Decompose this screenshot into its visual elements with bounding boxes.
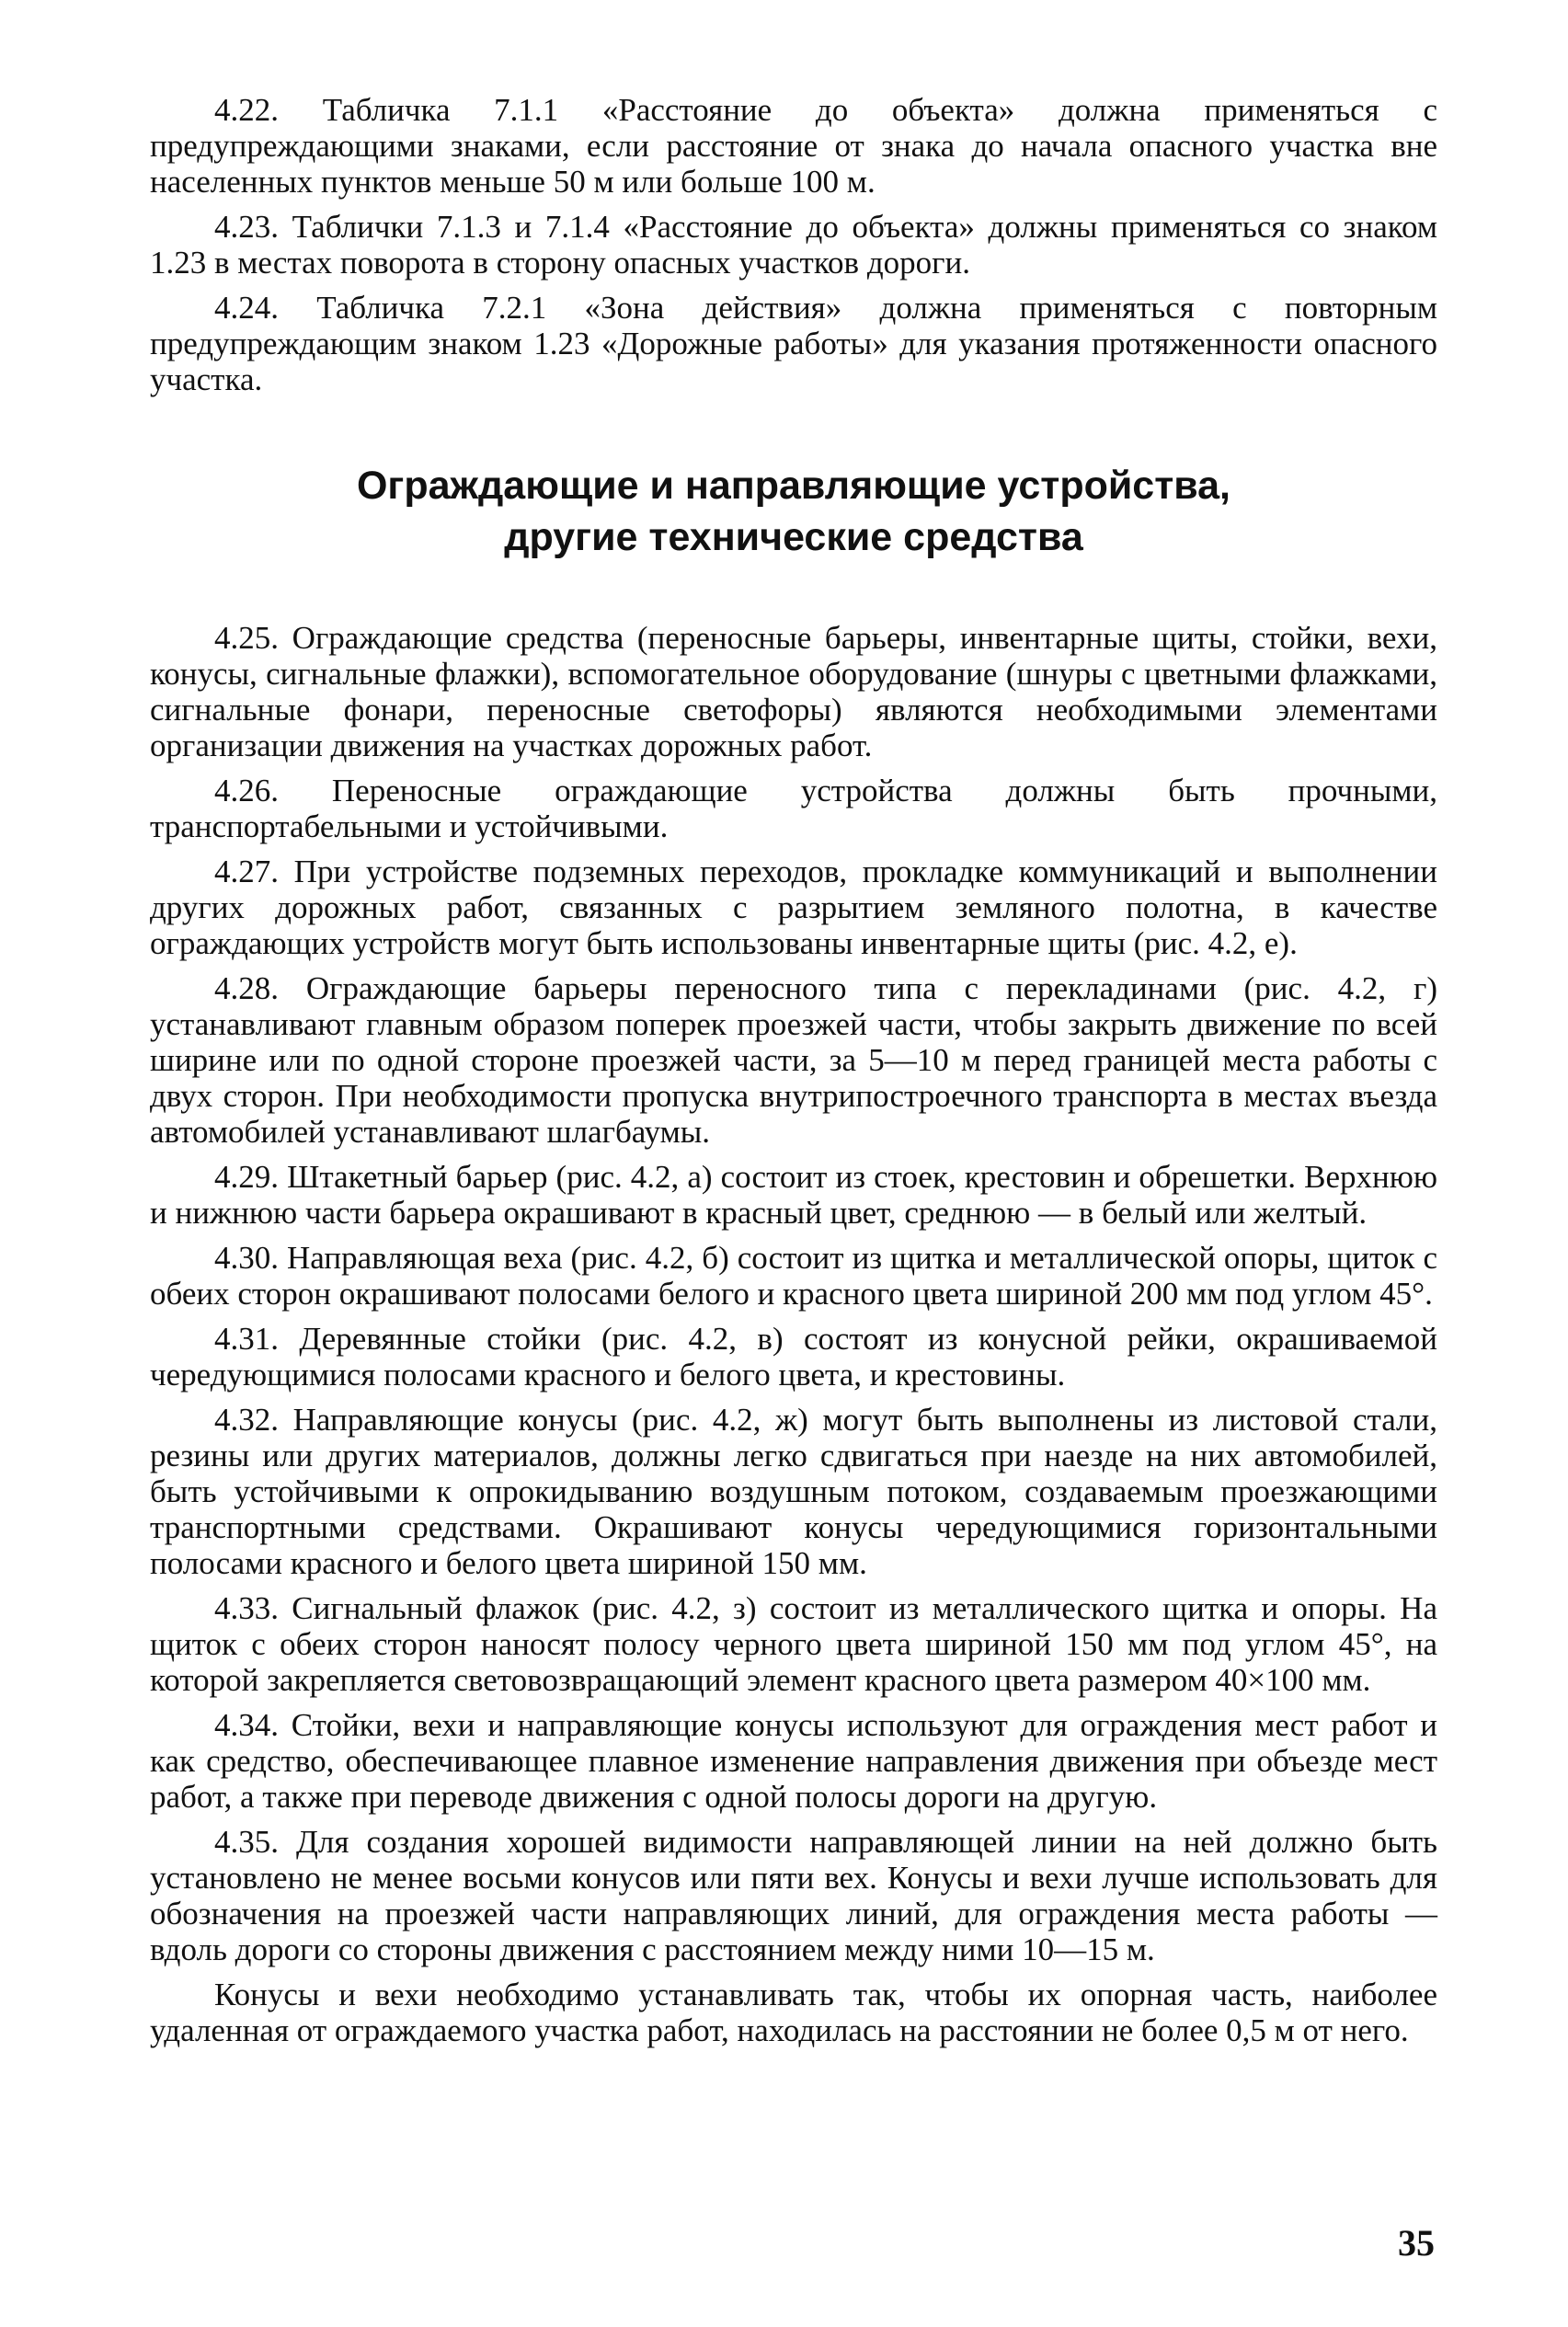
paragraph-cones-placement: Конусы и вехи необходимо устанавливать так, чтобы их опорная часть, наиболее удаленная от ограждаемого участка работ, находилась на расстоянии не более 0,5 м от него. xyxy=(150,1977,1437,2048)
paragraph-4-32: 4.32. Направляющие конусы (рис. 4.2, ж) могут быть выполнены из листовой стали, резины или других материалов, должны легко сдвигаться при наезде на них автомобилей, быть устойчивыми к опрокидыванию воздушным потоком, создаваемым проезжающими транспортными средствами. Окрашивают конусы чередующимися горизонтальными полосами красного и белого цвета шириной 150 мм. xyxy=(150,1402,1437,1581)
paragraph-4-34: 4.34. Стойки, вехи и направляющие конусы используют для ограждения мест работ и как средство, обеспечивающее плавное изменение направления движения при объезде мест работ, а также при переводе движения с одной полосы дороги на другую. xyxy=(150,1707,1437,1815)
paragraph-4-29: 4.29. Штакетный барьер (рис. 4.2, а) состоит из стоек, крестовин и обрешетки. Верхнюю и нижнюю части барьера окрашивают в красный цвет, среднюю — в белый или желтый. xyxy=(150,1159,1437,1231)
section-heading-line-1: Ограждающие и направляющие устройства, xyxy=(356,464,1230,508)
section-heading xyxy=(150,460,1437,563)
section-heading-line-2: другие технические средства xyxy=(504,515,1083,559)
paragraph-4-31: 4.31. Деревянные стойки (рис. 4.2, в) состоят из конусной рейки, окрашиваемой чередующимися полосами красного и белого цвета, и крестовины. xyxy=(150,1321,1437,1393)
paragraph-4-25: 4.25. Ограждающие средства (переносные барьеры, инвентарные щиты, стойки, вехи, конусы, сигнальные флажки), вспомогательное оборудование (шнуры с цветными флажками, сигнальные фонари, переносные светофоры) являются необходимыми элементами организации движения на участках дорожных работ. xyxy=(150,620,1437,763)
paragraph-4-26: 4.26. Переносные ограждающие устройства должны быть прочными, транспортабельными и устойчивыми. xyxy=(150,773,1437,844)
paragraph-4-23: 4.23. Таблички 7.1.3 и 7.1.4 «Расстояние до объекта» должны применяться со знаком 1.23 в местах поворота в сторону опасных участков дороги. xyxy=(150,209,1437,281)
paragraph-4-33: 4.33. Сигнальный флажок (рис. 4.2, з) состоит из металлического щитка и опоры. На щиток с обеих сторон наносят полосу черного цвета шириной 150 мм под углом 45°, на которой закрепляется световозвращающий элемент красного цвета размером 40×100 мм. xyxy=(150,1590,1437,1698)
paragraph-4-24: 4.24. Табличка 7.2.1 «Зона действия» должна применяться с повторным предупреждающим знаком 1.23 «Дорожные работы» для указания протяженности опасного участка. xyxy=(150,290,1437,397)
paragraph-4-22: 4.22. Табличка 7.1.1 «Расстояние до объекта» должна применяться с предупреждающими знаками, если расстояние от знака до начала опасного участка вне населенных пунктов меньше 50 м или больше 100 м. xyxy=(150,92,1437,200)
document-page xyxy=(150,92,1437,2058)
page-number: 35 xyxy=(1398,2222,1435,2264)
paragraph-4-30: 4.30. Направляющая веха (рис. 4.2, б) состоит из щитка и металлической опоры, щиток с обеих сторон окрашивают полосами белого и красного цвета шириной 200 мм под углом 45°. xyxy=(150,1240,1437,1312)
paragraph-4-27: 4.27. При устройстве подземных переходов, прокладке коммуникаций и выполнении других дорожных работ, связанных с разрытием земляного полотна, в качестве ограждающих устройств могут быть использованы инвентарные щиты (рис. 4.2, е). xyxy=(150,854,1437,961)
paragraph-4-28: 4.28. Ограждающие барьеры переносного типа с перекладинами (рис. 4.2, г) устанавливают главным образом поперек проезжей части, чтобы закрыть движение по всей ширине или по одной стороне проезжей части, за 5—10 м перед границей места работы с двух сторон. При необходимости пропуска внутрипостроечного транспорта в местах въезда автомобилей устанавливают шлагбаумы. xyxy=(150,970,1437,1150)
paragraph-4-35: 4.35. Для создания хорошей видимости направляющей линии на ней должно быть установлено не менее восьми конусов или пяти вех. Конусы и вехи лучше использовать для обозначения на проезжей части направляющих линий, для ограждения места работы — вдоль дороги со стороны движения с расстоянием между ними 10—15 м. xyxy=(150,1824,1437,1967)
